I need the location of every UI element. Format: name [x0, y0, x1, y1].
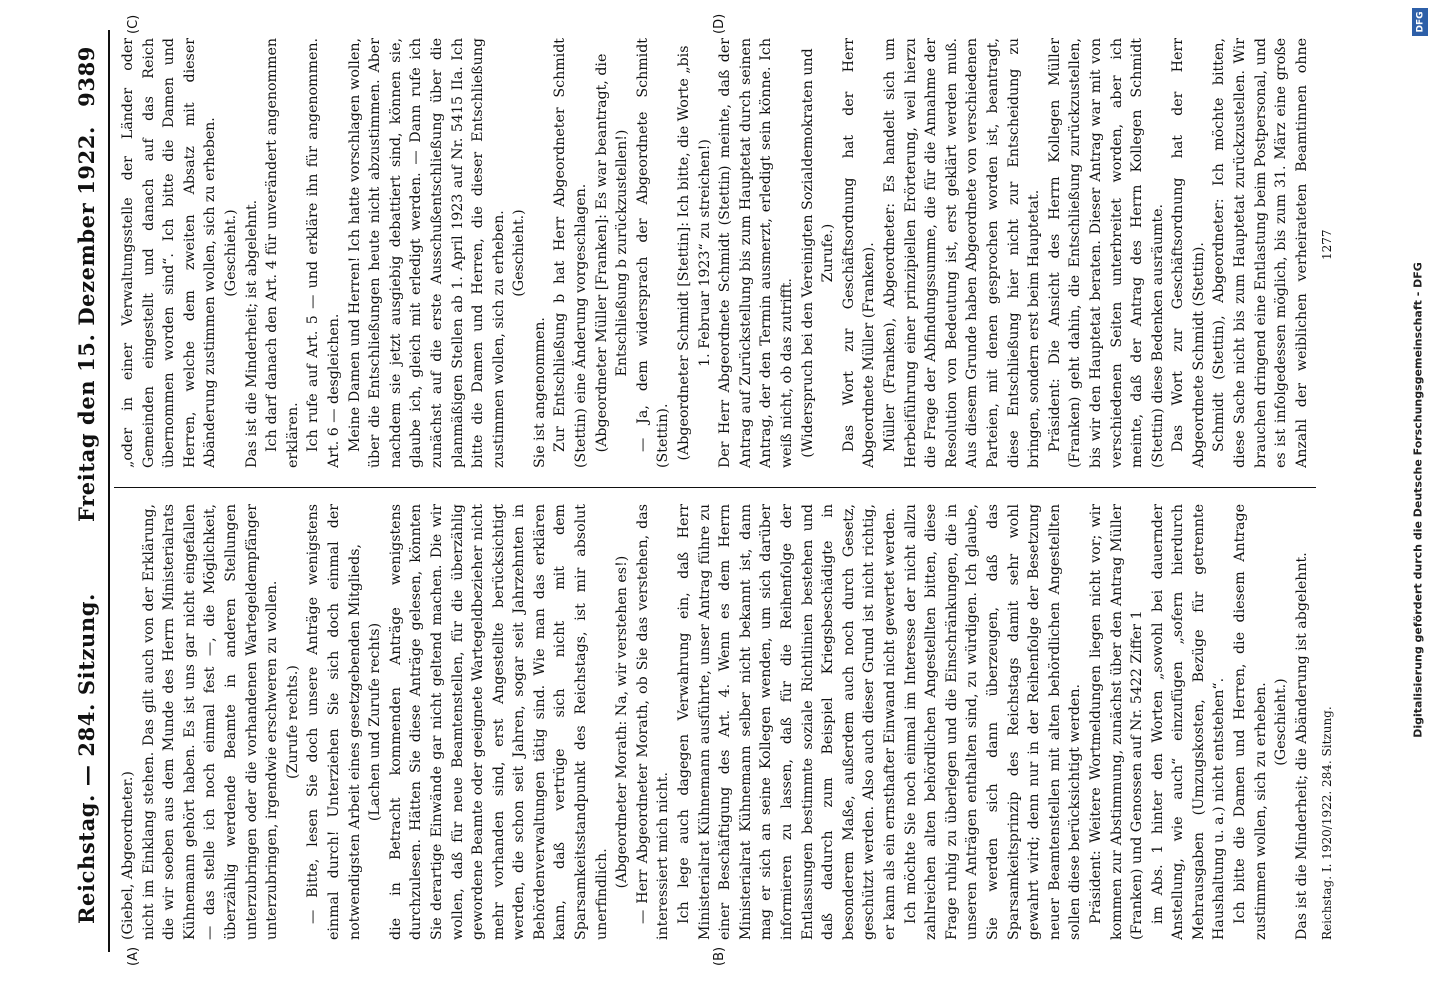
- page-number: 9389: [74, 46, 99, 107]
- paragraph: (Giebel, Abgeordneter.): [120, 771, 136, 940]
- paragraph: — Herr Abgeordneter Morath, ob Sie das verstehen, das interessiert mich nicht.: [634, 504, 672, 940]
- page-header: [70, 40, 106, 952]
- margin-marker-b: (B): [712, 946, 727, 966]
- interjection: (Abgeordneter Schmidt [Stettin]: Ich bitte, die Worte „bis 1. Februar 1923“ zu streichen!): [676, 45, 713, 461]
- paragraph: die in Betracht kommenden Anträge wenigstens durchzulesen. Hätten Sie diese Anträge gelesen, könnten Sie derartige Einwände gar nicht geltend machen. Die wir wollen, daß für neue Beamtenstellen, für die überzählig gewordene Beamte oder geeignete Wartegeldbezieher nicht mehr vorhanden sind, erst Angestellte berücksichtigt werden, die schon seit Jahren, sogar seit Jahrzehnten in Behördenverwaltungen tätig sind. Wie man das erklären kann, daß vertrüge sich nicht mit dem Sparsamkeitsstandpunkt des Reichstags, ist mir absolut unerfindlich.: [387, 504, 610, 940]
- footer-signature: Reichstag. I. 1920/1922. 284. Sitzung.: [1320, 706, 1334, 940]
- paragraph: Das Wort zur Geschäftsordnung hat der Herr Abgeordnete Müller (Franken).: [840, 38, 878, 468]
- interjection: (Lachen und Zurufe rechts): [367, 622, 384, 822]
- left-column: [118, 504, 1312, 940]
- margin-marker-a: (A): [126, 946, 141, 966]
- dfg-logo-icon: [1412, 8, 1428, 36]
- paragraph: im Abs. 1 hinter den Worten „sowohl bei dauernder Anstellung, wie auch“ einzufügen „sofern hierdurch Mehrausgaben (Umzugskosten, Bezüge für getrennte Haushaltung u. a.) nicht entstehen“.: [1149, 504, 1228, 940]
- paragraph: Meine Damen und Herren! Ich hatte vorschlagen wollen, über die Entschließungen heute nicht abzustimmen. Aber nachdem sie jetzt ausgiebig debattiert sind, können sie, glaube ich, gleich mit erledigt werden. — Dann rufe ich zunächst auf die erste Ausschußentschließung über die planmäßigen Stellen ab 1. April 1923 auf Nr. 5415 IIa. Ich bitte die Damen und Herren, die dieser Entschließung zustimmen wollen, sich zu erheben.: [346, 38, 507, 468]
- digitization-note: [1406, 8, 1430, 992]
- paragraph: Ich möchte Sie noch einmal im Interesse der nicht allzu zahlreichen alten behördlichen Angestellten bitten, diese Frage ruhig zu überlegen und die Einschränkungen, die in unseren Anträgen enthalten sind, zu würdigen. Ich glaube, Sie werden sich dann überzeugen, daß das Sparsamkeitsprinzip des Reichstags damit sehr wohl gewahrt wird; denn nur in der Reihenfolge der Besetzung neuer Beamtenstellen mit alten behördlichen Angestellten sollen diese berücksichtigt werden.: [902, 504, 1084, 940]
- digitization-note-text: Digitalisierung gefördert durch die Deutsche Forschungsgemeinschaft - DFG: [1411, 262, 1425, 738]
- paragraph: Ich lege auch dagegen Verwahrung ein, daß Herr Ministerialrat Kühnemann ausführte, unser Antrag führe zu einer Beschäftigung des Art. 4. Wenn es dem Herrn Ministerialrat Kühnemann selber nicht bekannt ist, dann mag er sich an seine Kollegen wenden, um sich darüber informieren zu lassen, daß für die Reihenfolge der Entlassungen bestimmte soziale Richtlinien bestehen und daß dadurch zum Beispiel Kriegsbeschädigte in besonderem Maße, außerdem auch noch durch Gesetz, geschützt werden. Also auch dieser Grund ist nicht richtig, er kann als ein ernsthafter Einwand nicht gewertet werden.: [676, 504, 898, 940]
- interjection: (Abgeordneter Morath: Na, wir verstehen es!): [614, 555, 631, 889]
- margin-marker-d: (D): [712, 13, 727, 34]
- paragraph: Zur Entschließung b hat Herr Abgeordneter Schmidt (Stettin) eine Änderung vorgeschlagen.: [552, 38, 590, 468]
- speaker-paragraph: Präsident: Weitere Wortmeldungen liegen nicht vor; wir kommen zur Abstimmung, zunächst über den Antrag Müller (Franken) und Genossen auf Nr. 5422 Ziffer 1: [1087, 504, 1146, 940]
- paragraph: Sie ist angenommen.: [531, 317, 548, 468]
- paragraph: Das ist die Minderheit; die Abänderung ist abgelehnt.: [1293, 552, 1310, 940]
- speaker-paragraph: Schmidt (Stettin), Abgeordneter: Ich möchte bitten, diese Sache nicht bis zum Hauptetat zurückzustellen. Wir brauchen dringend eine Entlastung beim Postpersonal, und es ist infolgedessen möglich, bis zum 31. März eine große Anzahl der weiblichen verheirateten Beamtinnen ohne: [1211, 38, 1310, 468]
- right-column: [118, 38, 1312, 468]
- header-date: Freitag den 15. Dezember 1922.: [74, 126, 99, 522]
- paragraph: Das Wort zur Geschäftsordnung hat der Herr Abgeordnete Schmidt (Stettin).: [1170, 38, 1207, 468]
- margin-marker-c: (C): [126, 14, 141, 34]
- interjection: (Geschieht.): [1273, 678, 1290, 766]
- interjection: (Widerspruch bei den Vereinigten Sozialdemokraten und Zurufe.): [799, 48, 837, 458]
- column-divider: [114, 487, 1316, 488]
- paragraph: nicht im Einklang stehen. Das gilt auch von der Erklärung, die wir soeben aus dem Munde des Herrn Ministerialrats Kühnemann gehört haben. Es ist uns gar nicht eingefallen — das stelle ich noch einmal fest —, die Möglichkeit, überzählig werdende Beamte in anderen Stellungen unterzubringen oder die vorhandenen Wartegeldempfänger unterzubringen, irgendwie erschweren zu wollen.: [140, 504, 281, 940]
- header-rule: [108, 30, 110, 952]
- dfg-logo-text: DFG: [1415, 11, 1426, 33]
- paragraph: „oder in einer Verwaltungsstelle der Länder oder Gemeinden eingestellt und danach auf das Reich übernommen worden sind“. Ich bitte die Damen und Herren, welche dem zweiten Absatz mit dieser Abänderung zustimmen wollen, sich zu erheben.: [120, 38, 219, 468]
- footer-sheet-number: 1277: [1320, 229, 1334, 260]
- interjection: (Abgeordneter Müller [Franken]: Es war beantragt, die Entschließung b zurückzustellen!): [593, 53, 631, 453]
- interjection: (Zurufe rechts.): [284, 665, 301, 779]
- document-page: [52, 0, 1352, 1000]
- speaker-paragraph: Müller (Franken), Abgeordneter: Es handelt sich um Herbeiführung einer prinzipiellen Erörterung, weil hierzu die Frage der Abfindungssumme, die für die Annahme der Resolution von Bedeutung ist, erst geklärt werden muß. Aus diesem Grunde haben Abgeordnete von verschiedenen Parteien, mit denen gesprochen worden ist, beantragt, diese Entschließung hier nicht zur Entscheidung zu bringen, sondern erst beim Hauptetat.: [881, 38, 1043, 468]
- speaker-paragraph: Präsident: Die Ansicht des Herrn Kollegen Müller (Franken) geht dahin, die Entschließung zurückzustellen, bis wir den Hauptetat beraten. Dieser Antrag war mit von verschiedenen Seiten unterbreitet worden, aber ich meinte, daß der Antrag des Herrn Kollegen Schmidt (Stettin) diese Bedenken ausräumte.: [1046, 38, 1166, 468]
- paragraph: Ich darf danach den Art. 4 für unverändert angenommen erklären.: [264, 38, 301, 468]
- header-left: Reichstag. — 284. Sitzung.: [74, 593, 99, 924]
- paragraph: Ich rufe auf Art. 5 — und erkläre ihn für angenommen. Art. 6 — desgleichen.: [305, 38, 342, 468]
- paragraph: — Ja, dem widersprach der Abgeordnete Schmidt (Stettin).: [634, 38, 672, 468]
- paragraph: Ich bitte die Damen und Herren, die diesem Antrage zustimmen wollen, sich zu erheben.: [1232, 504, 1269, 940]
- paragraph: — Bitte, lesen Sie doch unsere Anträge wenigstens einmal durch! Unterziehen Sie sich doch einmal der notwendigsten Arbeit eines gesetzgebenden Mitglieds,: [305, 504, 363, 940]
- interjection: (Geschieht.): [511, 209, 528, 297]
- interjection: (Geschieht.): [222, 209, 239, 297]
- paragraph: Das ist die Minderheit; ist abgelehnt.: [243, 199, 260, 468]
- paragraph: Der Herr Abgeordnete Schmidt (Stettin) meinte, daß der Antrag auf Zurückstellung bis zum Hauptetat durch seinen Antrag, der den Termin ausmerzt, erledigt sein könne. Ich weiß nicht, ob das zutrifft.: [717, 38, 795, 468]
